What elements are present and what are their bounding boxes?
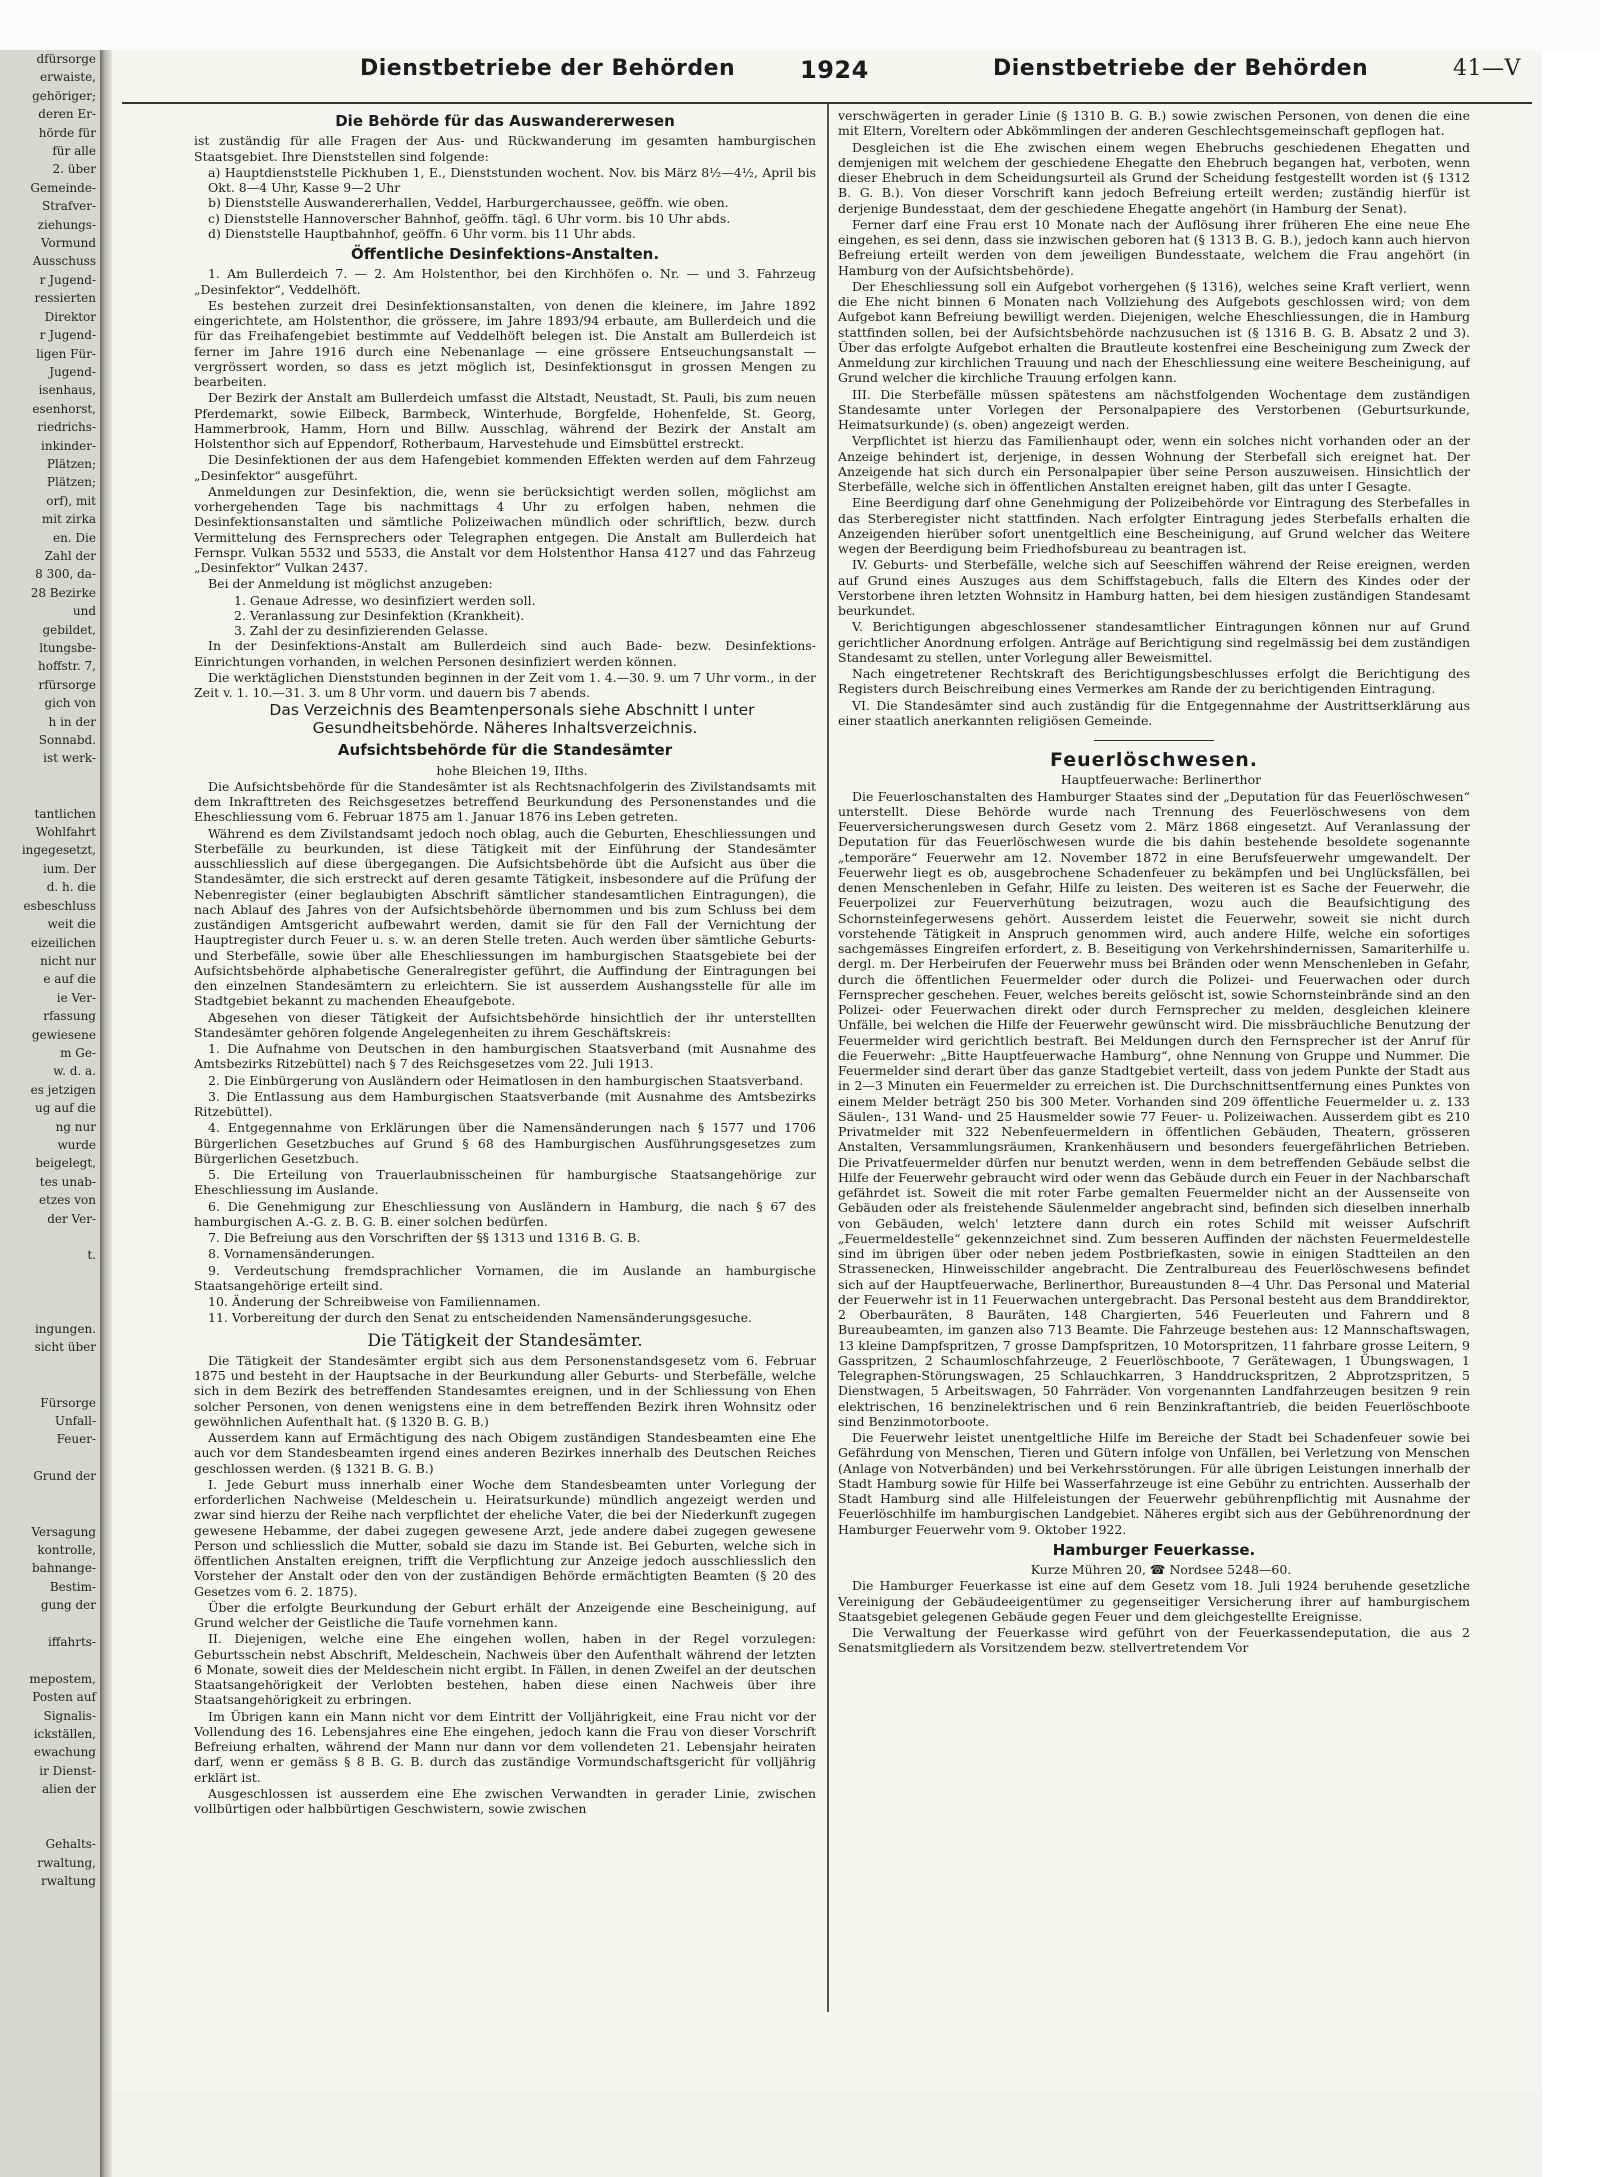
page-edge bbox=[1542, 50, 1600, 2177]
list-item: 4. Entgegennahme von Erklärungen über die Namensänderungen nach § 1577 und 1706 Bürgerlichen Gesetzbuches auf Grund § 68 des Hamburgischen Ausführungsgesetzes zum Bürgerlichen Gesetzbuch. bbox=[194, 1120, 816, 1166]
margin-fragment bbox=[0, 1615, 100, 1633]
list-item: 5. Die Erteilung von Trauerlaubnisscheinen für hamburgische Staatsangehörige zur Eheschliessung im Auslande. bbox=[194, 1167, 816, 1198]
margin-fragment: ltungsbe- bbox=[39, 641, 96, 655]
margin-fragment: isenhaus, bbox=[38, 383, 96, 398]
list-item: 3. Die Entlassung aus dem Hamburgischen Staatsverbande (mit Ausnahme des Amtsbezirks Ritzebüttel). bbox=[194, 1088, 816, 1119]
margin-fragment: e auf die bbox=[43, 972, 96, 987]
margin-fragment bbox=[0, 1799, 100, 1817]
paragraph: verschwägerten in gerader Linie (§ 1310 B. G. B.) sowie zwischen Personen, von denen die eine mit Eltern, Voreltern oder Abkömmlingen der anderen Geschlechtsgemeinschaft gepflogen hat. bbox=[838, 108, 1470, 139]
scanner-bar bbox=[0, 0, 1600, 50]
margin-fragment: Posten auf bbox=[32, 1690, 96, 1705]
paragraph: Der Bezirk der Anstalt am Bullerdeich umfasst die Altstadt, Neustadt, St. Pauli, bis zum neuen Pferdemarkt, sowie Eilbeck, Barmbeck, Winterhude, Borgfelde, Hohenfelde, St. Georg, Hammerbrook, Hamm, Horn und Billw. Ausschlag, während der Bezirk der Anstalt am Holstenthor sich auf Eppendorf, Rotherbaum, Harvestehude und Eimsbüttel erstreckt. bbox=[194, 390, 816, 451]
margin-fragment: ug auf die bbox=[35, 1101, 96, 1116]
paragraph: V. Berichtigungen abgeschlossener standesamtlicher Eintragungen können nur auf Grund gerichtlicher Anordnung erfolgen. Anträge auf Berichtigung sind regelmässig bei dem zuständigen Standesamt zu stellen, unter Vorlegung aller Beweismittel. bbox=[838, 619, 1470, 665]
margin-fragment bbox=[0, 1375, 100, 1393]
margin-fragment: für alle bbox=[52, 144, 96, 159]
list-item: 2. Veranlassung zur Desinfektion (Krankheit). bbox=[234, 607, 525, 623]
running-head-year: 1924 bbox=[800, 56, 869, 84]
margin-fragment: nicht nur bbox=[40, 953, 96, 968]
column-divider bbox=[827, 104, 829, 2012]
paragraph: Die Feuerwehr leistet unentgeltliche Hilfe im Bereiche der Stadt bei Schadenfeuer sowie bei Gefährdung von Menschen, Tieren und Gütern infolge von Unfällen, bei Verletzung von Menschen (Anlage von Notverbänden) und bei Verkehrsstörungen. Für alle übrigen Leistungen innerhalb der Stadt Hamburg sowie für Hilfe bei Wasserfahrzeuge ist eine Gebühr zu entrichten. Ausserhalb der Stadt Hamburg sind alle Hilfeleistungen der Feuerwehr gebührenpflichtig mit Ausnahme der Feuerlöschhilfe im hamburgischen Landgebiet. Näheres ergibt sich aus der Gebührenordnung der Hamburger Feuerwehr vom 9. Oktober 1922. bbox=[838, 1430, 1470, 1537]
paragraph: Über die erfolgte Beurkundung der Geburt erhält der Anzeigende eine Bescheinigung, auf Grund welcher der Geistliche die Taufe vornehmen kann. bbox=[194, 1599, 816, 1630]
margin-fragment: Feuer- bbox=[56, 1432, 96, 1447]
section-title-aufsicht: Aufsichtsbehörde für die Standesämter bbox=[337, 741, 673, 760]
list-item: c) Dienststelle Hannoverscher Bahnhof, geöffn. tägl. 6 Uhr vorm. bis 10 Uhr abds. bbox=[208, 210, 731, 226]
paragraph: Es bestehen zurzeit drei Desinfektionsanstalten, von denen die kleinere, im Jahre 1892 eingerichtete, am Holstenthor, die grössere, im Jahre 1893/94 erbaute, am Bullerdeich und die für das Freihafengebiet bestimmte auf Veddelhöft belegen ist. Die Anstalt am Bullerdeich ist ferner im Jahre 1916 durch eine Nebenanlage — eine grössere Entseuchungsanstalt — vergrössert worden, so dass es jetzt möglich ist, Desinfektionsgut in grossen Mengen zu bearbeiten. bbox=[194, 297, 816, 389]
list-item: 9. Verdeutschung fremdsprachlicher Vornamen, die im Auslande an hamburgische Staatsangehörige erteilt sind. bbox=[194, 1262, 816, 1293]
margin-fragment: esenhorst, bbox=[32, 401, 96, 416]
margin-fragment bbox=[0, 768, 100, 786]
margin-fragment: mepostem, bbox=[29, 1671, 96, 1686]
margin-fragment: eizeilichen bbox=[30, 935, 96, 950]
paragraph: Ausserdem kann auf Ermächtigung des nach Obigem zuständigen Standesbeamten eine Ehe auch vor dem Standesbeamten irgend eines anderen Bezirkes innerhalb des Deutschen Reiches geschlossen werden. (§ 1321 B. G. B.) bbox=[194, 1430, 816, 1476]
list-item: 7. Die Befreiung aus den Vorschriften der §§ 1313 und 1316 B. G. B. bbox=[208, 1230, 641, 1245]
margin-fragment: h in der bbox=[48, 714, 96, 729]
margin-fragment: 28 Bezirke bbox=[30, 585, 96, 600]
margin-fragment: Vormund bbox=[40, 236, 96, 251]
section-separator bbox=[1094, 740, 1214, 741]
margin-fragment: gehöriger; bbox=[32, 88, 96, 103]
paragraph: Die Desinfektionen der aus dem Hafengebiet kommenden Effekten werden auf dem Fahrzeug „Desinfektor“ ausgeführt. bbox=[194, 452, 816, 483]
address: Kurze Mühren 20, ☎ Nordsee 5248—60. bbox=[1030, 1562, 1292, 1577]
margin-fragment: dfürsorge bbox=[36, 52, 96, 66]
margin-fragment: m Ge- bbox=[60, 1045, 96, 1060]
margin-fragment: Direktor bbox=[44, 309, 96, 324]
margin-fragment: es jetzigen bbox=[30, 1082, 96, 1097]
list-item: 1. Die Aufnahme von Deutschen in den hamburgischen Staatsverband (mit Ausnahme des Amtsbezirks Ritzebüttel) nach § 7 des Reichsgesetzes vom 22. Juli 1913. bbox=[194, 1041, 816, 1072]
list-item: 10. Änderung der Schreibweise von Familiennamen. bbox=[208, 1294, 541, 1309]
left-page-margin-fragments bbox=[0, 50, 100, 2177]
margin-fragment: hörde für bbox=[38, 125, 96, 140]
margin-fragment: Strafver- bbox=[41, 199, 96, 214]
margin-fragment: riedrichs- bbox=[37, 420, 96, 435]
margin-fragment bbox=[0, 1486, 100, 1504]
paragraph: Die Verwaltung der Feuerkasse wird geführt von der Feuerkassendeputation, die aus 2 Senatsmitgliedern als Vorsitzendem bezw. stellvertretendem Vor bbox=[838, 1625, 1470, 1656]
margin-fragment: w. d. a. bbox=[53, 1064, 96, 1079]
margin-fragment: gewiesene bbox=[31, 1027, 96, 1042]
margin-fragment: erwaiste, bbox=[40, 70, 96, 85]
margin-fragment: r Jugend- bbox=[39, 272, 96, 287]
margin-fragment: rwaltung, bbox=[37, 1855, 96, 1870]
margin-fragment: der Ver- bbox=[47, 1211, 96, 1226]
paragraph: Verpflichtet ist hierzu das Familienhaupt oder, wenn ein solches nicht vorhanden oder an der Anzeige behindert ist, derjenige, in dessen Wohnung der Sterbefall sich ereignet hat. Der Anzeigende hat sich durch ein Personalpapier über seine Person auszuweisen. Hinsichtlich der Sterbefälle, welche sich in öffentlichen Anstalten ereignet haben, gilt das unter I Gesagte. bbox=[838, 433, 1470, 494]
margin-fragment: 8 300, da- bbox=[35, 567, 96, 582]
margin-fragment: iffahrts- bbox=[47, 1634, 96, 1649]
list-item: a) Hauptdienststelle Pickhuben 1, E., Dienststunden wochent. Nov. bis März 8½—4½, April bis Okt. 8—4 Uhr, Kasse 9—2 Uhr bbox=[208, 164, 816, 195]
margin-fragment: beigelegt, bbox=[35, 1156, 96, 1171]
left-column bbox=[194, 108, 816, 2008]
margin-fragment bbox=[0, 1302, 100, 1320]
margin-fragment: alien der bbox=[42, 1782, 96, 1797]
margin-fragment: Fürsorge bbox=[40, 1395, 96, 1410]
margin-fragment: Ausschuss bbox=[32, 254, 96, 269]
margin-fragment: Zahl der bbox=[44, 548, 96, 563]
margin-fragment: gung der bbox=[40, 1598, 96, 1613]
paragraph: Desgleichen ist die Ehe zwischen einem wegen Ehebruchs geschiedenen Ehegatten und demjenigen mit welchem der geschiedene Ehegatte den Ehebruch begangen hat, verboten, wenn dieser Ehebruch in dem Scheidungsurteil als Grund der Scheidung festgestellt worden ist (§ 1312 B. G. B.). Von dieser Vorschrift kann jedoch Befreiung erteilt werden; zuständig hierfür ist derjenige Bundesstaat, dem der geschiedene Ehegatte angehört (in Hamburg der Senat). bbox=[838, 139, 1470, 216]
margin-fragment: ziehungs- bbox=[37, 217, 96, 232]
section-title-standesaemter: Die Tätigkeit der Standesämter. bbox=[367, 1330, 643, 1351]
margin-fragment: deren Er- bbox=[38, 107, 96, 122]
margin-fragment: Wohlfahrt bbox=[35, 825, 96, 840]
list-item: 3. Zahl der zu desinfizierenden Gelasse. bbox=[234, 623, 489, 638]
list-item: 1. Genaue Adresse, wo desinfiziert werden soll. bbox=[234, 592, 536, 608]
margin-fragment: Unfall- bbox=[54, 1414, 96, 1429]
margin-fragment: en. Die bbox=[52, 530, 96, 545]
margin-fragment: ir Dienst- bbox=[39, 1763, 96, 1778]
paragraph: Die Feuerloschanstalten des Hamburger Staates sind der „Deputation für das Feuerlöschwesen“ unterstellt. Diese Behörde wurde nach Trennung des Feuerlöschwesens von dem Feuerversicherungswesen durch Gesetz vom 2. März 1868 eingesetzt. Auf Veranlassung der Deputation für das Feuerlöschwesen wurde die bis dahin bestehende besoldete sogenannte „temporäre“ Feuerwehr am 12. November 1872 in eine Berufsfeuerwehr umgewandelt. Der Feuerwehr liegt es ob, ausgebrochene Schadenfeuer zu bekämpfen und bei Unglücksfällen, bei denen Menschenleben in Gefahr, Hilfe zu leisten. Des weiteren ist es Sache der Feuerwehr, die Feuerpolizei zur Feuerverhütung beizutragen, wozu auch die Beaufsichtigung des Schornsteinfegerwesens gehört. Ausserdem leistet die Feuerwehr, soweit sie nicht durch vorstehende Tätigkeit in Anspruch genommen wird, auch andere Hilfe, welche ein sofortiges sachgemässes Eingreifen erfordert, z. B. Beseitigung von Verkehrshindernissen, Samariterhilfe u. dergl. m. Der Herbeirufen der Feuerwehr muss bei Bränden oder wenn Menschenleben in Gefahr, durch die öffentlichen Feuermelder oder durch die Polizei- und Feuerwachen oder durch Fernsprecher geschehen. Feuer, welches bereits gelöscht ist, sowie Schornsteinbrände sind an den Polizei- oder Feuerwachen direkt oder durch Fernsprecher zu melden, desgleichen kleinere Unfälle, bei welchen die Hilfe der Feuerwehr gewünscht wird. Die missbräuchliche Benutzung der Feuermelder wird gerichtlich bestraft. Bei Meldungen durch den Fernsprecher ist der Anruf für die Feuerwehr: „Bitte Hauptfeuerwache Hamburg“, ohne Nennung von Gruppe und Nummer. Die Feuermelder sind derart über das ganze Stadtgebiet verteilt, dass von jedem Punkte der Stadt aus in 2—3 Minuten ein Feuermelder zu erreichen ist. Die Durchschnittsentfernung eines Punktes von einem Melder beträgt 250 bis 300 Meter. Vorhanden sind 209 öffentliche Feuermelder u. z. 133 Säulen-, 131 Wand- und 25 Hausmelder sowie 77 Feuer- u. Polizeiwachen. Ausserdem gibt es 210 Privatmelder mit 322 Nebenfeuermeldern in öffentlichen Gebäuden, Theatern, grösseren Anstalten, Versammlungsräumen, Krankenhäusern und besonders feuergefährlichen Betrieben. Die Privatfeuermelder dürfen nur benutzt werden, wenn in dem betreffenden Gebäude selbst die Hilfe der Feuerwehr gebraucht wird oder wenn das Gebäude durch ein Feuer in der Nachbarschaft gefährdet ist. Soweit die mit roter Farbe gemalten Feuermelder nicht an der Aussenseite von Gebäuden oder als freistehende Säulenmelder angebracht sind, befinden sich dieselben innerhalb von Gebäuden, welch' letztere dann durch ein rotes Schild mit weisser Aufschrift „Feuermeldestelle“ gekennzeichnet sind. Zum besseren Auffinden der nächsten Feuermeldestelle sind im übrigen über oder neben jedem Postbriefkasten, sowie in einigen Stadtteilen an den Strassenecken, Hinweisschilder angebracht. Die Zentralbureau des Feuerlöschwesens befindet sich auf der Hauptfeuerwache, Berlinerthor, Bureaustunden 8—4 Uhr. Das Personal und Material der Feuerwehr ist in 11 Feuerwachen untergebracht. Das Personal besteht aus dem Branddirektor, 2 Oberbauräten, 8 Bauräten, 148 Chargierten, 546 Feuerleuten und Fahrern und 8 Bureaubeamten, im ganzen also 713 Beamte. Die Fahrzeuge bestehen aus: 12 Mannschaftswagen, 13 kleine Dampfspritzen, 7 grosse Dampfspritzen, 10 Motorspritzen, 11 fahrbare grosse Leitern, 9 Gasspritzen, 2 Schaumloschfahrzeuge, 2 Feuerlöschboote, 7 Gerätewagen, 1 Übungswagen, 1 Telegraphen-Störungswagen, 25 Schlauchkarren, 3 Handdruckspritzen, 2 Abprotzspritzen, 5 Dienstwagen, 5 Arbeitswagen, 50 Fahrräder. Von vorgenannten Landfahrzeugen besitzen 9 rein elektrischen, 16 benzinelektrischen und 6 rein Benzinkraftantrieb, die beiden Feuerlöschboote sind Benzinmotorboote. bbox=[838, 788, 1470, 1429]
margin-fragment bbox=[0, 1651, 100, 1669]
margin-fragment: Gehalts- bbox=[45, 1837, 96, 1852]
margin-fragment: Grund der bbox=[33, 1469, 96, 1484]
paragraph: IV. Geburts- und Sterbefälle, welche sich auf Seeschiffen während der Reise ereignen, werden auf Grund eines Auszuges aus dem Schiffstagebuch, falls die Eltern des Kindes oder der Verstorbene ihren letzten Wohnsitz in Hamburg hatten, bei dem hiesigen zuständigen Standesamt beurkundet. bbox=[838, 557, 1470, 618]
paragraph: Während es dem Zivilstandsamt jedoch noch oblag, auch die Geburten, Eheschliessungen und Sterbefälle zu beurkunden, ist diese Tätigkeit mit der Einführung der Standesämter ausschliesslich auf diese übergegangen. Die Aufsichtsbehörde übt die Aufsicht aus über die Standesämter, die sich erstreckt auf deren gesamte Tätigkeit, insbesondere auf die Prüfung der Nebenregister (einer beglaubigten Abschrift sämtlicher standesamtlichen Eintragungen), die nach Ablauf des Jahres von der Aufsichtsbehörde übernommen und bis zum Schluss bei dem zuständigen Amtsgericht aufbewahrt werden, damit sie für den Fall der Vernichtung der Hauptregister durch Feuer u. s. w. an deren Stelle treten. Auch werden über sämtliche Geburts- und Sterbefälle, sowie über alle Eheschliessungen im hamburgischen Staatsgebiete bei der Aufsichtsbehörde alphabetische Generalregister geführt, die Auffindung der Eintragungen bei den einzelnen Standesämtern zu erleichtern. Sie ist ausserdem Aushangsstelle für alle im Stadtgebiet bekannt zu machenden Eheaufgebote. bbox=[194, 825, 816, 1009]
margin-fragment bbox=[0, 1504, 100, 1522]
margin-fragment: sicht über bbox=[34, 1340, 96, 1355]
paragraph: Die Tätigkeit der Standesämter ergibt sich aus dem Personenstandsgesetz vom 6. Februar 1875 und besteht in der Hauptsache in der Beurkundung aller Geburts- und Sterbefälle, welche sich in dem Bezirk des betreffenden Standesamtes ereignen, und in der Schliessung von Ehen solcher Personen, von denen wenigstens eine in dem betreffenden Bezirk ihren Wohnsitz oder gewöhnlichen Aufenthalt hat. (§ 1320 B. G. B.) bbox=[194, 1352, 816, 1429]
list-item: 8. Vornamensänderungen. bbox=[208, 1246, 375, 1262]
margin-fragment: r Jugend- bbox=[39, 328, 96, 343]
margin-fragment: Versagung bbox=[31, 1524, 96, 1539]
margin-fragment: esbeschluss bbox=[23, 898, 96, 913]
margin-fragment: Bestim- bbox=[49, 1579, 96, 1594]
paragraph: Die werktäglichen Dienststunden beginnen in der Zeit vom 1. 4.—30. 9. um 7 Uhr vorm., in der Zeit v. 1. 10.—31. 3. um 8 Uhr vorm. und dauern bis 7 abends. bbox=[194, 669, 816, 700]
address: Hauptfeuerwache: Berlinerthor bbox=[1060, 772, 1262, 788]
margin-fragment: ium. Der bbox=[42, 861, 96, 876]
margin-fragment: tes unab- bbox=[39, 1174, 96, 1189]
address: hohe Bleichen 19, IIths. bbox=[436, 762, 588, 778]
margin-fragment bbox=[0, 1283, 100, 1301]
margin-fragment: d. h. die bbox=[46, 880, 96, 895]
margin-fragment: ng nur bbox=[55, 1119, 96, 1134]
section-title-auswanderer: Die Behörde für das Auswandererwesen bbox=[335, 112, 675, 130]
paragraph: Anmeldungen zur Desinfektion, die, wenn sie berücksichtigt werden sollen, möglichst am vorhergehenden Tage bis nachmittags 4 Uhr zu erfolgen haben, nehmen die Desinfektionsanstalten und sämtliche Polizeiwachen mündlich oder schriftlich, bezw. durch Vermittelung des Fernsprechers oder Telegraphen entgegen. Die Anstalt am Bullerdeich hat Fernspr. Vulkan 5532 und 5533, die Anstalt vor dem Holstenthor Hansa 4127 und das Fahrzeug „Desinfektor“ Vulkan 2437. bbox=[194, 483, 816, 575]
paragraph: Der Eheschliessung soll ein Aufgebot vorhergehen (§ 1316), welches seine Kraft verliert, wenn die Ehe nicht binnen 6 Monaten nach Vollziehung des Aufgebots geschlossen wird; von dem Aufgebot kann Befreiung bewilligt werden. Diejenigen, welche Eheschliessungen, die in Hamburg stattfinden sollen, bei der Aufsichtsbehörde nachzusuchen ist (§ 1316 B. G. B. Absatz 2 und 3). Über das erfolgte Aufgebot erhalten die Brautleute kostenfrei eine Bescheinigung zum Zweck der Anmeldung zur kirchlichen Trauung und nach der Eheschliessung eine weitere Bescheinigung, auf Grund welcher die kirchliche Trauung erfolgen kann. bbox=[838, 278, 1470, 386]
margin-fragment: weit die bbox=[47, 917, 96, 932]
list-item: d) Dienststelle Hauptbahnhof, geöffn. 6 Uhr vorm. bis 11 Uhr abds. bbox=[208, 225, 636, 241]
margin-fragment bbox=[0, 1228, 100, 1246]
page-number: 41—V bbox=[1453, 56, 1521, 81]
margin-fragment bbox=[0, 1357, 100, 1375]
margin-fragment: ickställen, bbox=[33, 1726, 96, 1741]
margin-fragment: hoffstr. 7, bbox=[38, 659, 96, 674]
paragraph: Die Hamburger Feuerkasse ist eine auf dem Gesetz vom 18. Juli 1924 beruhende gesetzliche Vereinigung der Gebäudeeigentümer zu gegenseitiger Versicherung ihrer auf hamburgischem Staatsgebiet gelegenen Gebäude gegen Feuer und dem gleichgestellte Ereignisse. bbox=[838, 1578, 1470, 1624]
paragraph: Ferner darf eine Frau erst 10 Monate nach der Auflösung ihrer früheren Ehe eine neue Ehe eingehen, es sei denn, dass sie inzwischen geboren hat (§ 1313 B. G. B.), jedoch kann auch hiervon Befreiung erteilt werden von dem jeweiligen Bundesstaate, welchem die Frau angehört (in Hamburg von der Aufsichtsbehörde). bbox=[838, 216, 1470, 278]
margin-fragment: 2. über bbox=[52, 162, 96, 177]
margin-fragment: rfürsorge bbox=[38, 677, 96, 692]
margin-fragment: rfassung bbox=[43, 1009, 96, 1024]
paragraph: I. Jede Geburt muss innerhalb einer Woche dem Standesbeamten unter Vorlegung der erforderlichen Nachweise (Meldeschein u. Heiratsurkunde) mündlich angezeigt werden und zwar sind hierzu der Reihe nach verpflichtet der eheliche Vater, die bei der Niederkunft zugegen gewesene Hebamme, der dabei zugegen gewesene Arzt, jede andere dabei zugegen gewesene Person und schliesslich die Mutter, sobald sie dazu im Stande ist. Bei Geburten, welche sich in öffentlichen Anstalten ereignen, trifft die Verpflichtung zur Anzeige jedoch ausschliesslich den Vorsteher der Anstalt oder den von der zuständigen Behörde ermächtigten Beamten (§ 20 des Gesetzes vom 6. 2. 1875). bbox=[194, 1476, 816, 1599]
paragraph: VI. Die Standesämter sind auch zuständig für die Entgegennahme der Austrittserklärung aus einer staatlich anerkannten religiösen Gemeinde. bbox=[838, 697, 1470, 728]
margin-fragment: und bbox=[72, 604, 96, 619]
margin-fragment: etzes von bbox=[38, 1193, 96, 1208]
list-item: 6. Die Genehmigung zur Eheschliessung von Ausländern in Hamburg, die nach § 67 des hamburgischen A.-G. z. B. G. B. einer solchen bedürfen. bbox=[194, 1198, 816, 1229]
running-head-left: Dienstbetriebe der Behörden bbox=[360, 56, 736, 81]
margin-fragment: bahnange- bbox=[31, 1561, 96, 1576]
margin-fragment: ingungen. bbox=[34, 1322, 96, 1337]
list-item: b) Dienststelle Auswandererhallen, Veddel, Harburgerchaussee, geöffn. wie oben. bbox=[208, 195, 729, 211]
margin-fragment: Jugend- bbox=[49, 364, 96, 379]
paragraph: II. Diejenigen, welche eine Ehe eingehen wollen, haben in der Regel vorzulegen: Geburtsschein nebst Abschrift, Meldeschein, Nachweis über den Aufenthalt während der letzten 6 Monate, soweit dies der Meldeschein nicht ergibt. In Fällen, in denen Zweifel an der deutschen Staatsangehörigkeit der Verlobten bestehen, haben diese einen Nachweis über ihre Staatsangehörigkeit zu erbringen. bbox=[194, 1631, 816, 1708]
margin-fragment: Signalis- bbox=[43, 1708, 96, 1723]
margin-fragment: inkinder- bbox=[41, 438, 96, 453]
book-fold-shadow bbox=[100, 50, 112, 2177]
margin-fragment bbox=[0, 1449, 100, 1467]
margin-fragment: ist werk- bbox=[43, 751, 96, 766]
paragraph: III. Die Sterbefälle müssen spätestens am nächstfolgenden Wochentage dem zuständigen Standesamte unter Vorlegen der Personalpapiere des Verstorbenen (Geburtsurkunde, Heimatsurkunde) (s. oben) angezeigt werden. bbox=[838, 386, 1470, 432]
list-item: 11. Vorbereitung der durch den Senat zu entscheidenden Namensänderungsgesuche. bbox=[208, 1310, 752, 1326]
personnel-notice: Das Verzeichnis des Beamtenpersonals siehe Abschnitt I unter Gesundheitsbehörde. Näheres Inhaltsverzeichnis. bbox=[269, 701, 755, 738]
margin-fragment: ressierten bbox=[34, 291, 96, 306]
right-column bbox=[838, 108, 1470, 2008]
paragraph: In der Desinfektions-Anstalt am Bullerdeich sind auch Bade- bezw. Desinfektions-Einrichtungen vorhanden, in welchen Personen desinfiziert werden können. bbox=[194, 638, 816, 669]
margin-fragment: ewachung bbox=[33, 1745, 96, 1760]
paragraph: Bei der Anmeldung ist möglichst anzugeben: bbox=[208, 576, 493, 592]
margin-fragment: Plätzen; bbox=[46, 475, 96, 490]
margin-fragment: orf), mit bbox=[46, 493, 96, 508]
paragraph: Eine Beerdigung darf ohne Genehmigung der Polizeibehörde vor Eintragung des Sterbefalles in das Sterberegister nicht stattfinden. Nach erfolgter Eintragung jedes Sterbefalls erhalten die Anzeigenden hierüber sofort unentgeltlich eine Bescheinigung, auf Grund welcher das Weitere wegen der Beerdigung beim Friedhofsbureau zu beantragen ist. bbox=[838, 495, 1470, 556]
margin-fragment bbox=[0, 1265, 100, 1283]
margin-fragment bbox=[0, 1817, 100, 1835]
running-head-right: Dienstbetriebe der Behörden bbox=[993, 56, 1369, 81]
margin-fragment: ingegesetzt, bbox=[21, 843, 96, 858]
paragraph: Abgesehen von dieser Tätigkeit der Aufsichtsbehörde hinsichtlich der ihr unterstellten Standesämter gehören folgende Angelegenheiten zu ihrem Geschäftskreis: bbox=[194, 1009, 816, 1040]
section-title-desinfektion: Öffentliche Desinfektions-Anstalten. bbox=[350, 245, 660, 263]
paragraph: Ausgeschlossen ist ausserdem eine Ehe zwischen Verwandten in gerader Linie, zwischen vollbürtigen oder halbbürtigen Geschwistern, sowie zwischen bbox=[194, 1785, 816, 1816]
section-title-feuerloesch: Feuerlöschwesen. bbox=[1050, 749, 1258, 771]
margin-fragment: rwaltung bbox=[41, 1874, 96, 1889]
margin-fragment: gich von bbox=[44, 696, 96, 711]
paragraph: Nach eingetretener Rechtskraft des Berichtigungsbeschlusses erfolgt die Berichtigung des Registers durch Beischreibung eines Vermerkes am Rande der zu berichtigenden Eintragung. bbox=[838, 666, 1470, 697]
margin-fragment: kontrolle, bbox=[37, 1542, 96, 1557]
margin-fragment bbox=[0, 786, 100, 804]
margin-fragment: gebildet, bbox=[42, 622, 96, 637]
margin-fragment: ligen Für- bbox=[36, 346, 96, 361]
margin-fragment: tantlichen bbox=[34, 806, 96, 821]
margin-fragment: Gemeinde- bbox=[30, 180, 96, 195]
paragraph: 1. Am Bullerdeich 7. — 2. Am Holstenthor, bei den Kirchhöfen o. Nr. — und 3. Fahrzeug „Desinfektor“, Veddelhöft. bbox=[194, 266, 816, 297]
paragraph: ist zuständig für alle Fragen der Aus- und Rückwanderung im gesamten hamburgischen Staatsgebiet. Ihre Dienststellen sind folgende: bbox=[194, 133, 816, 164]
margin-fragment: t. bbox=[87, 1248, 96, 1263]
margin-fragment: mit zirka bbox=[41, 512, 96, 527]
margin-fragment: wurde bbox=[57, 1137, 96, 1152]
section-title-feuerkasse: Hamburger Feuerkasse. bbox=[1052, 1540, 1256, 1559]
margin-fragment: ie Ver- bbox=[56, 990, 96, 1005]
margin-fragment: Sonnabd. bbox=[38, 733, 96, 748]
margin-fragment: Plätzen; bbox=[46, 456, 96, 471]
list-item: 2. Die Einbürgerung von Ausländern oder Heimatlosen in den hamburgischen Staatsverband. bbox=[208, 1072, 804, 1088]
paragraph: Im Übrigen kann ein Mann nicht vor dem Eintritt der Volljährigkeit, eine Frau nicht vor der Vollendung des 16. Lebensjahres eine Ehe eingehen, jedoch kann die Frau von dieser Vorschrift Befreiung erhalten, während der Mann nur dann vor dem vollendeten 21. Lebensjahr heiraten darf, wenn er gemäss § 8 B. G. B. durch das zuständige Vormundschaftsgericht für volljährig erklärt ist. bbox=[194, 1708, 816, 1785]
paragraph: Die Aufsichtsbehörde für die Standesämter ist als Rechtsnachfolgerin des Zivilstandsamts mit dem Inkrafttreten des Reichsgesetzes betreffend Beurkundung des Personenstandes und die Eheschliessung vom 6. Februar 1875 am 1. Januar 1876 ins Leben getreten. bbox=[194, 778, 816, 825]
